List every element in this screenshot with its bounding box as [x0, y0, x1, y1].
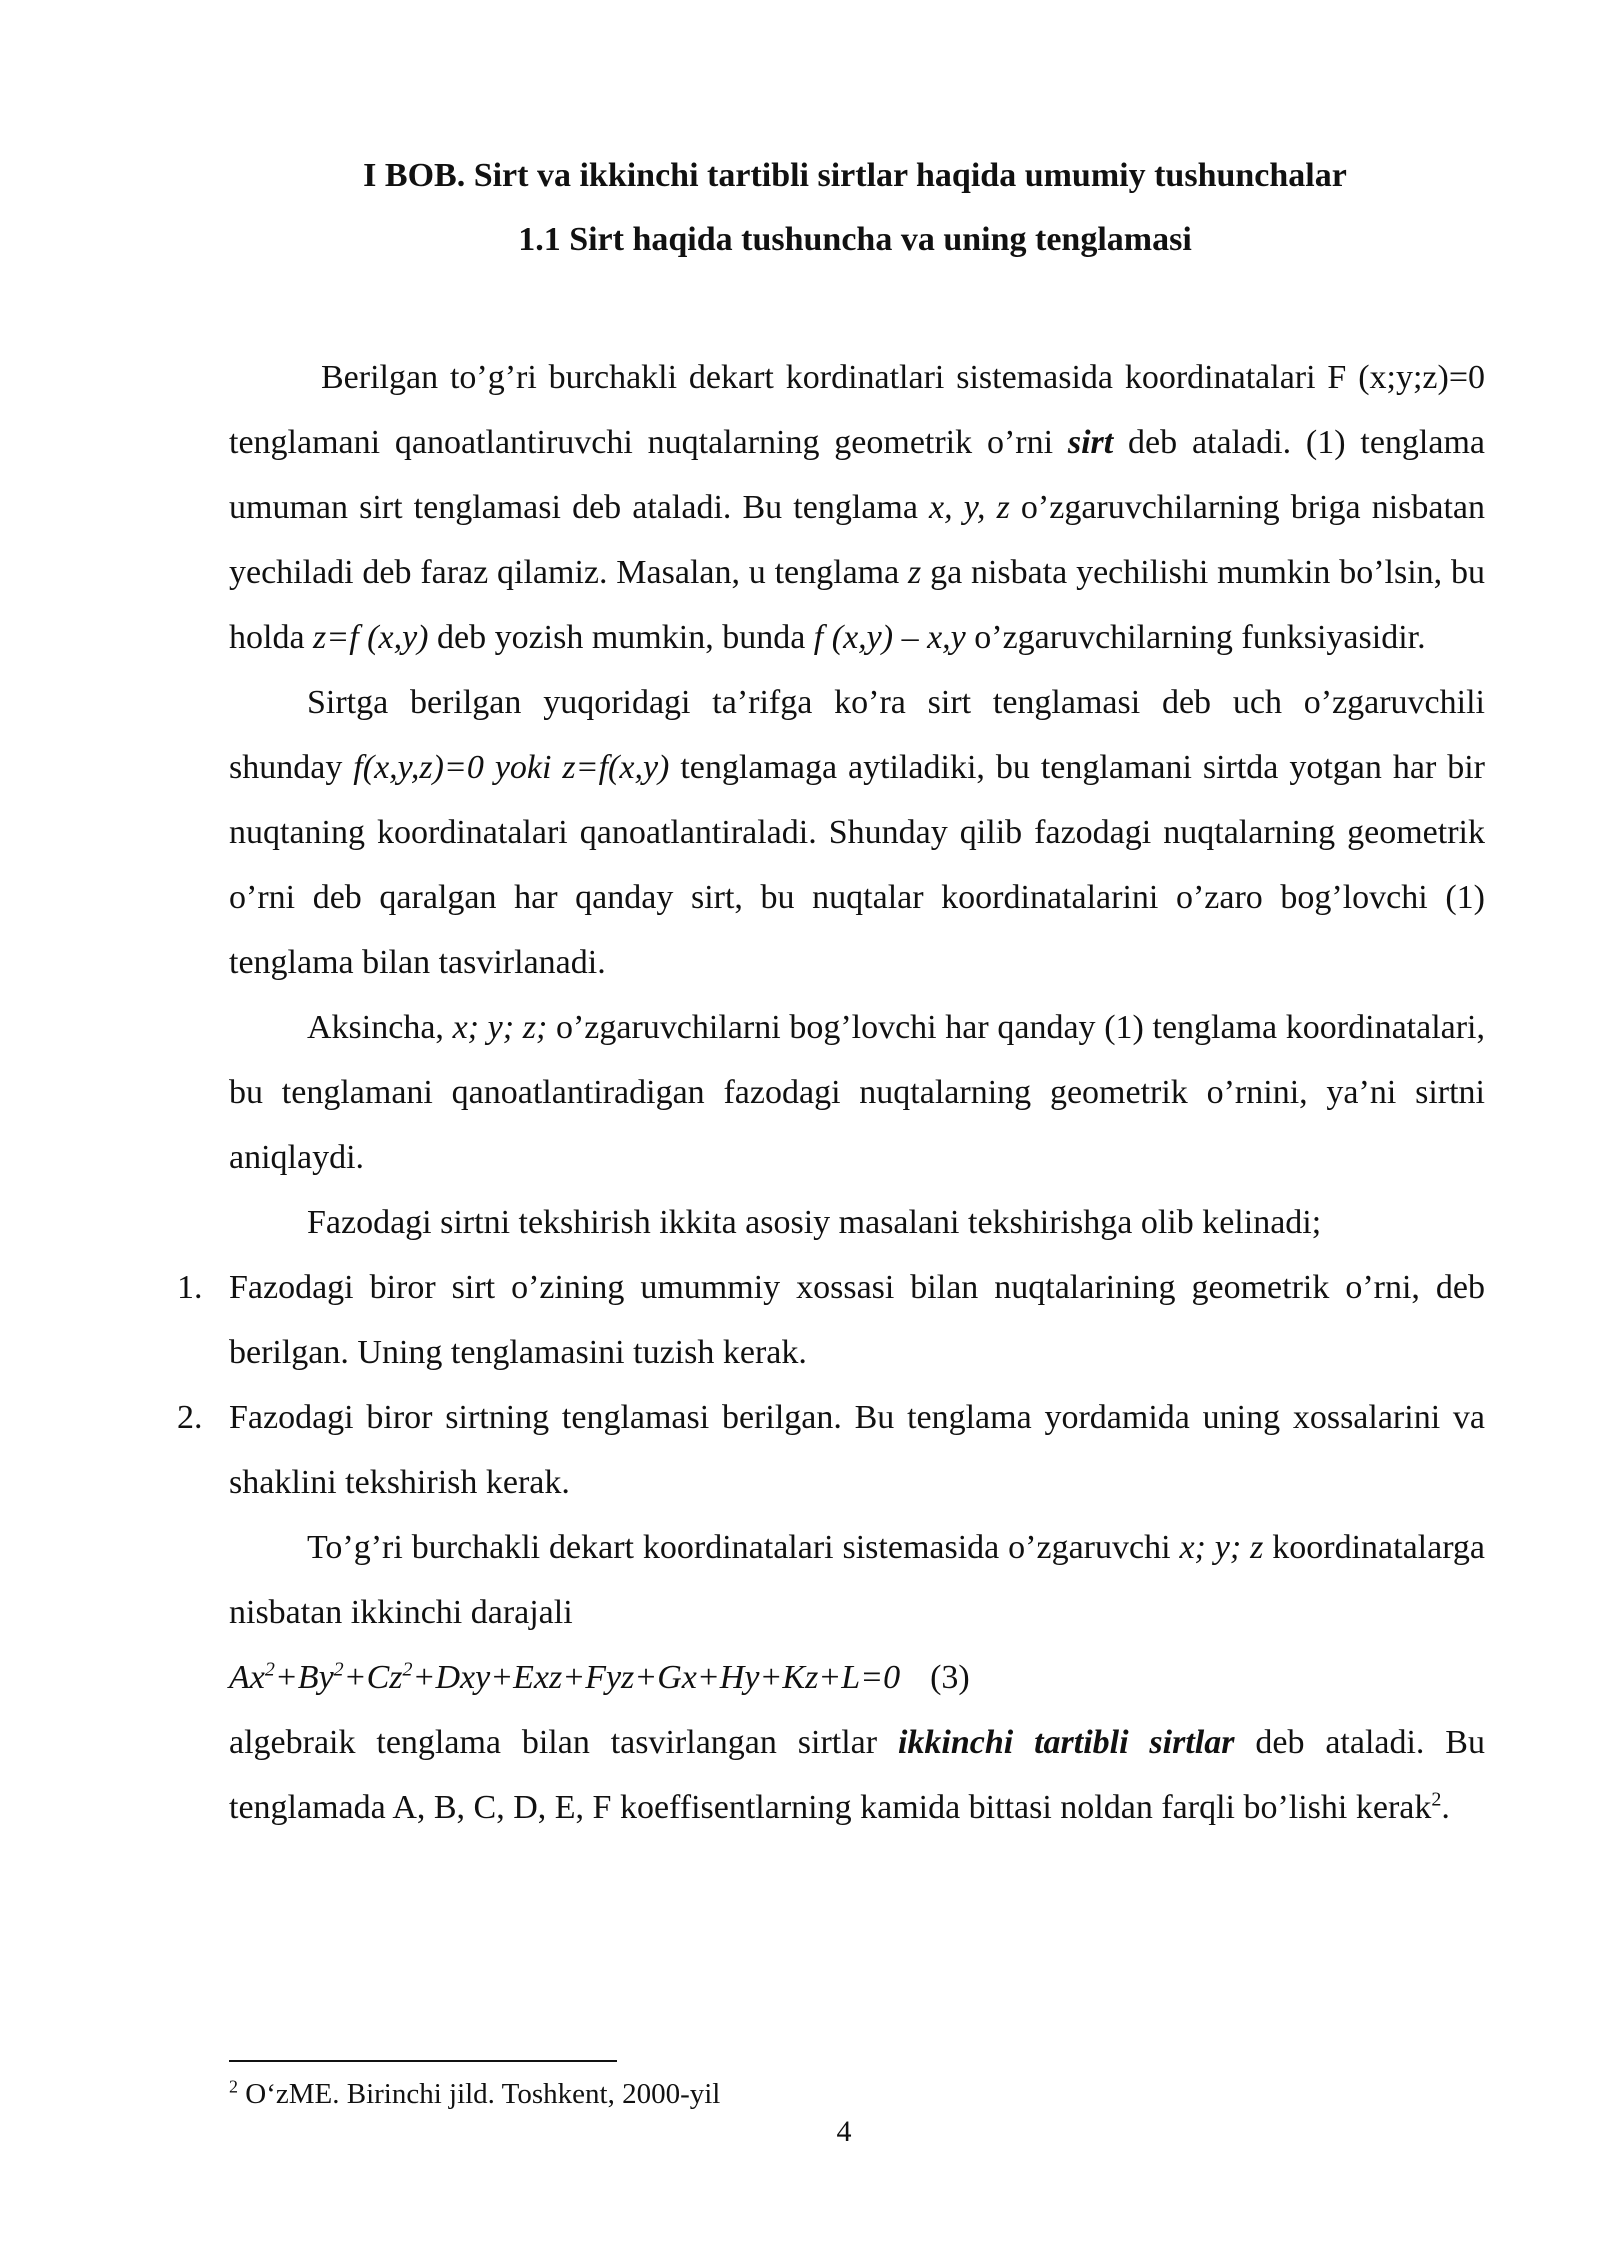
paragraph-second-degree: To’g’ri burchakli dekart koordinatalari sistemasida o’zgaruvchi x; y; z koordinatalarga nisbatan ikkinchi darajali: [229, 1529, 1485, 1631]
term-sirt: sirt: [1067, 424, 1114, 461]
paragraph-two-problems: Fazodagi sirtni tekshirish ikkita asosiy masalani tekshirishga olib kelinadi;: [307, 1204, 1322, 1241]
list-number: 1.: [177, 1269, 203, 1306]
list-number: 2.: [177, 1399, 203, 1436]
equation-number: (3): [930, 1659, 970, 1696]
equation-3: $Ax^2+By^2+Cz^2+Dxy+Exz+Fyz+Gx+Hy+Kz+L=0$ (3): [229, 1658, 970, 1696]
paragraph-surface-equation: Sirtga berilgan yuqoridagi ta’rifga ko’ra sirt tenglamasi deb uch o’zgaruvchili shunday f(x,y,z)=0 yoki z=f(x,y) tenglamaga aytiladiki, bu tenglamani sirtda yotgan har bir nuqtaning koordinatalari qanoatlantiraladi. Shunday qilib fazodagi nuqtalarning geometrik o’rni deb qaralgan har qanday sirt, bu nuqtalar koordinatalarini o’zaro bog’lovchi (1) tenglama bilan tasvirlanadi.: [229, 684, 1485, 981]
footnote-separator: [229, 2060, 617, 2062]
page-number: 4: [836, 2115, 852, 2148]
footnote-mark: 2: [229, 2076, 238, 2097]
paragraph-second-order-surfaces: algebraik tenglama bilan tasvirlangan sirtlar ikkinchi tartibli sirtlar deb ataladi. Bu tenglamada A, B, C, D, E, F koeffisentlarning kamida bittasi noldan farqli bo’lishi kerak$^2$.: [229, 1724, 1485, 1826]
body-text: [177, 345, 1485, 1840]
list-item: 1. Fazodagi biror sirt o’zining umummiy xossasi bilan nuqtalarining geometrik o’rni, deb berilgan. Uning tenglamasini tuzish kerak.: [229, 1255, 1485, 1385]
term-second-order-surfaces: ikkinchi tartibli sirtlar: [897, 1724, 1235, 1761]
footnote-reference[interactable]: 2: [1431, 1788, 1442, 1811]
footnote: $^2$ O‘zME. Birinchi jild. Toshkent, 2000-yil: [229, 2076, 721, 2110]
paragraph-conversely: Aksincha, x; y; z; o’zgaruvchilarni bog’lovchi har qanday (1) tenglama koordinatalari, bu tenglamani qanoatlantiradigan fazodagi nuqtalarning geometrik o’rnini, ya’ni sirtni aniqlaydi.: [229, 1009, 1485, 1176]
paragraph-definition: Berilgan to’g’ri burchakli dekart kordinatlari sistemasida koordinatalari F (x;y;z)=0 tenglamani qanoatlantiruvchi nuqtalarning geometrik o’rni sirt deb ataladi. (1) tenglama umuman sirt tenglamasi deb ataladi. Bu tenglama x, y, z o’zgaruvchilarning briga nisbatan yechiladi deb faraz qilamiz. Masalan, u tenglama z ga nisbata yechilishi mumkin bo’lsin, bu holda z=f (x,y) deb yozish mumkin, bunda f (x,y) – x,y o’zgaruvchilarning funksiyasidir.: [229, 359, 1485, 656]
problems-list: [177, 1255, 1485, 1515]
list-item: 2. Fazodagi biror sirtning tenglamasi berilgan. Bu tenglama yordamida uning xossalarini va shaklini tekshirish kerak.: [229, 1385, 1485, 1515]
chapter-title: I BOB. Sirt va ikkinchi tartibli sirtlar haqida umumiy tushunchalar: [363, 157, 1347, 194]
section-title: 1.1 Sirt haqida tushuncha va uning tenglamasi: [518, 221, 1192, 258]
